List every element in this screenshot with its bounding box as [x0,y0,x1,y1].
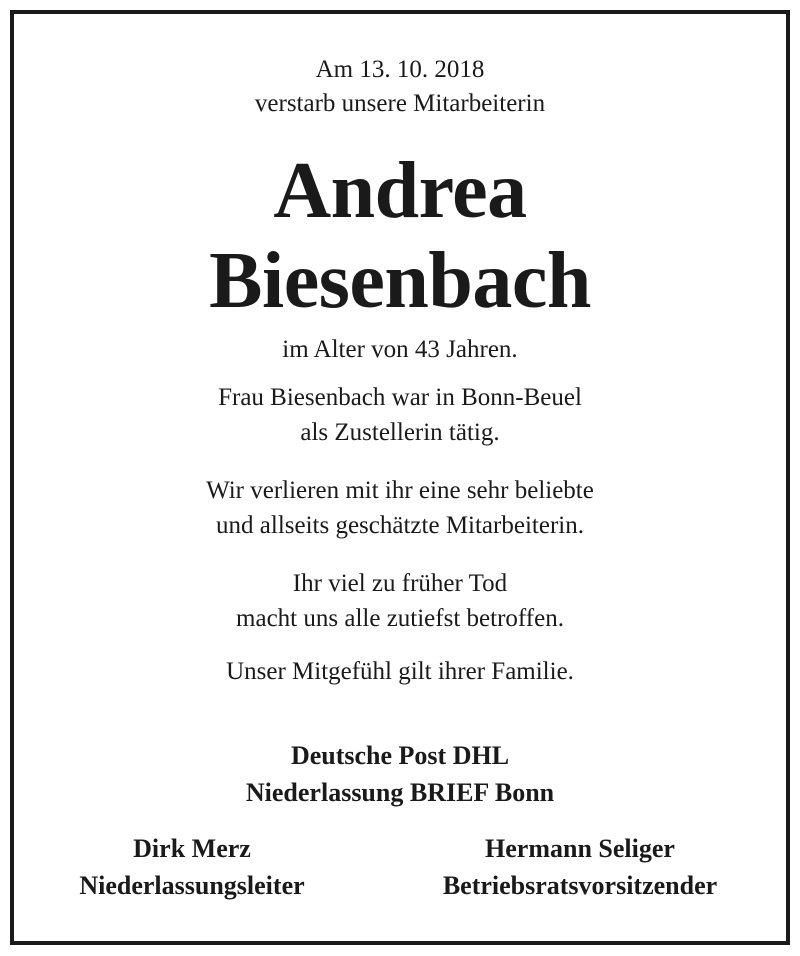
intro-line: verstarb unsere Mitarbeiterin [254,90,546,117]
organization-name: Deutsche Post DHL [290,741,510,770]
paragraph-1-line-1: Frau Biesenbach war in Bonn-Beuel [218,384,582,411]
paragraph-3-line-2: macht uns alle zutiefst betroffen. [236,605,564,632]
date-line: Am 13. 10. 2018 [315,56,485,83]
paragraph-2-line-1: Wir verlieren mit ihr eine sehr beliebte [206,477,594,504]
paragraph-3-line-1: Ihr viel zu früher Tod [292,570,508,597]
signatory-1-title: Niederlassungsleiter [79,871,305,900]
notice-border [10,10,790,945]
paragraph-2-line-2: und allseits geschätzte Mitarbeiterin. [216,512,584,539]
signatory-1-name: Dirk Merz [133,834,251,863]
obituary-notice [14,14,786,941]
first-name: Andrea [273,147,527,235]
signatory-2-name: Hermann Seliger [485,834,675,863]
age-line: im Alter von 43 Jahren. [282,336,518,363]
organization-branch: Niederlassung BRIEF Bonn [245,778,555,807]
paragraph-4-line-1: Unser Mitgefühl gilt ihrer Familie. [226,658,574,685]
signatory-2-title: Betriebsratsvorsitzender [442,871,718,900]
paragraph-1-line-2: als Zustellerin tätig. [300,419,500,446]
last-name: Biesenbach [209,237,591,325]
